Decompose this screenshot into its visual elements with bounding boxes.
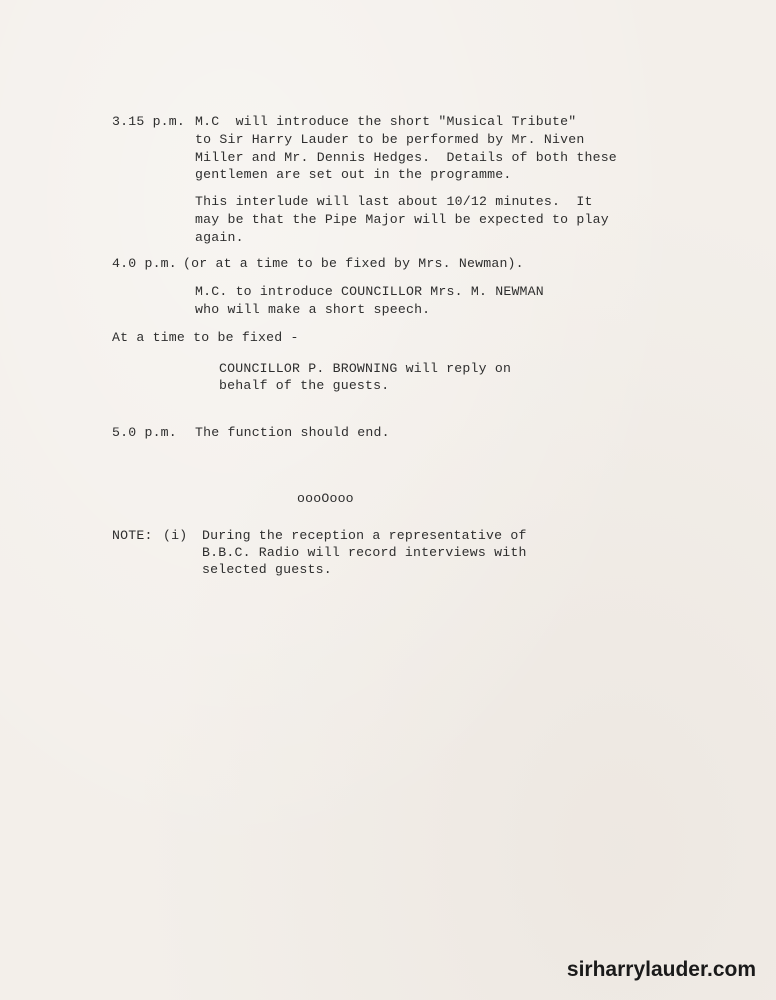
note-line-1: During the reception a representative of	[202, 528, 527, 543]
note-label: NOTE:	[112, 528, 153, 543]
site-watermark: sirharrylauder.com	[566, 958, 756, 981]
note-line-3: selected guests.	[202, 562, 332, 577]
entry-40-sub-line-2: who will make a short speech.	[195, 302, 431, 317]
entry-40-sub-line-1: M.C. to introduce COUNCILLOR Mrs. M. NEWMAN	[195, 284, 544, 299]
fixed-line-1: COUNCILLOR P. BROWNING will reply on	[219, 361, 512, 376]
entry-315-line-2: to Sir Harry Lauder to be performed by Mr. Niven	[195, 132, 585, 147]
entry-time-315: 3.15 p.m.	[112, 114, 186, 129]
entry-50-line: The function should end.	[195, 425, 390, 440]
section-separator: oooOooo	[297, 491, 354, 506]
entry-315-line-3: Miller and Mr. Dennis Hedges. Details of both these	[195, 150, 617, 165]
entry-315-note-line-2: may be that the Pipe Major will be expected to play	[195, 212, 609, 227]
entry-time-40: 4.0 p.m.	[112, 256, 177, 271]
note-number: (i)	[163, 528, 188, 543]
entry-315-line-1: M.C will introduce the short "Musical Tribute"	[195, 114, 577, 129]
fixed-line-2: behalf of the guests.	[219, 378, 390, 393]
entry-40-line: (or at a time to be fixed by Mrs. Newman).	[183, 256, 524, 271]
entry-315-note-line-3: again.	[195, 230, 244, 245]
entry-315-line-4: gentlemen are set out in the programme.	[195, 167, 512, 182]
fixed-time-heading: At a time to be fixed -	[112, 330, 299, 345]
entry-315-note-line-1: This interlude will last about 10/12 minutes. It	[195, 194, 593, 209]
entry-time-50: 5.0 p.m.	[112, 425, 177, 440]
note-line-2: B.B.C. Radio will record interviews with	[202, 545, 527, 560]
